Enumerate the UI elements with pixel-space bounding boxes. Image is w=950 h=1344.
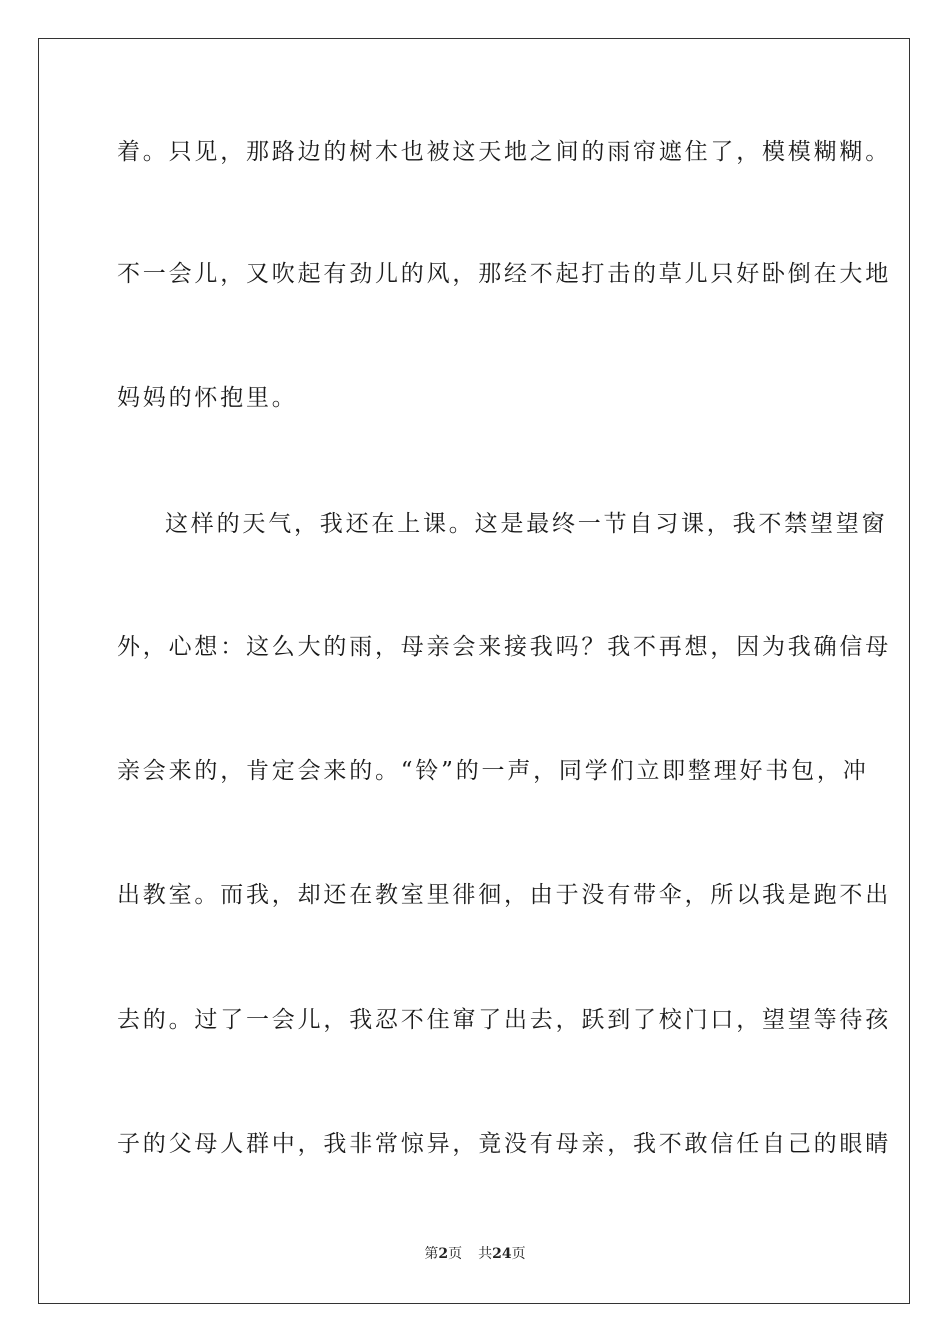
page-number: 第2页 bbox=[424, 1246, 463, 1262]
text-line: 亲会来的，肯定会来的。“铃”的一声，同学们立即整理好书包，冲 bbox=[117, 758, 869, 784]
text-line: 不一会儿，又吹起有劲儿的风，那经不起打击的草儿只好卧倒在大地 bbox=[117, 261, 891, 287]
text-line: 妈妈的怀抱里。 bbox=[117, 385, 298, 411]
text-line: 外，心想：这么大的雨，母亲会来接我吗？我不再想，因为我确信母 bbox=[117, 634, 891, 660]
text-line: 去的。过了一会儿，我忍不住窜了出去，跃到了校门口，望望等待孩 bbox=[117, 1007, 891, 1033]
text-line: 出教室。而我，却还在教室里徘徊，由于没有带伞，所以我是跑不出 bbox=[117, 882, 891, 908]
page-border bbox=[38, 38, 910, 1304]
page-total: 共24页 bbox=[478, 1246, 526, 1262]
text-line: 着。只见，那路边的树木也被这天地之间的雨帘遮住了，模模糊糊。 bbox=[117, 139, 891, 165]
page-footer bbox=[0, 1245, 950, 1263]
paragraph-first-line: 这样的天气，我还在上课。这是最终一节自习课，我不禁望望窗 bbox=[165, 511, 888, 537]
text-line: 子的父母人群中，我非常惊异，竟没有母亲，我不敢信任自己的眼睛 bbox=[117, 1131, 891, 1157]
